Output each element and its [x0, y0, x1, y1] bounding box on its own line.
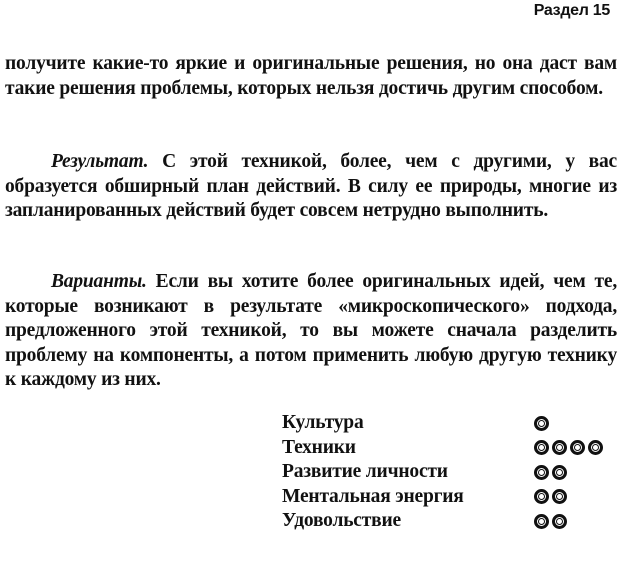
rating-table: [282, 411, 612, 534]
rating-row-pleasure: [282, 509, 612, 534]
rating-row-culture: [282, 411, 612, 436]
variants-text: Если вы хотите более оригинальных идей, чем те, которые возникают в результате «микроскопического» подхода, предложенного этой техникой, то вы можете сначала разделить проблему на компоненты, а потом применить любую другую технику к каждому из них.: [5, 271, 617, 390]
flower-rating-icon: [552, 465, 567, 480]
rating-label: Культура: [282, 412, 364, 434]
flower-rating-icon: [534, 465, 549, 480]
rating-icons: [534, 440, 603, 455]
flower-rating-icon: [588, 440, 603, 455]
flower-rating-icon: [534, 416, 549, 431]
rating-icons: [534, 465, 567, 480]
flower-rating-icon: [552, 489, 567, 504]
rating-row-mental-energy: [282, 485, 612, 510]
paragraph-line: получите какие-то яркие и оригинальные решения, но она: [5, 53, 533, 74]
paragraph-result: [5, 150, 617, 224]
flower-rating-icon: [534, 489, 549, 504]
paragraph-variants: [5, 270, 617, 393]
rating-label: Удовольствие: [282, 510, 401, 532]
flower-rating-icon: [552, 514, 567, 529]
rating-icons: [534, 514, 567, 529]
paragraph-line: даст вам такие решения проблемы, которых нельзя достичь: [5, 53, 617, 99]
section-header: Раздел 15: [533, 2, 610, 19]
rating-label: Ментальная энергия: [282, 485, 464, 507]
paragraph-line: другим способом.: [452, 77, 603, 99]
rating-icons: [534, 489, 567, 504]
flower-rating-icon: [570, 440, 585, 455]
variants-heading: Варианты.: [51, 271, 147, 292]
rating-label: Развитие личности: [282, 461, 448, 483]
paragraph-intro: [5, 52, 617, 101]
rating-row-personal-growth: [282, 460, 612, 485]
rating-icons: [534, 416, 549, 431]
rating-row-techniques: [282, 436, 612, 461]
rating-label: Техники: [282, 436, 356, 458]
flower-rating-icon: [552, 440, 567, 455]
result-text: С этой техникой, более, чем с другими, у вас образуется обширный план действий. В силу ее природы, многие из запланированных действий будет совсем нетрудно выполнить.: [5, 151, 617, 221]
result-heading: Результат.: [51, 151, 149, 172]
flower-rating-icon: [534, 514, 549, 529]
flower-rating-icon: [534, 440, 549, 455]
